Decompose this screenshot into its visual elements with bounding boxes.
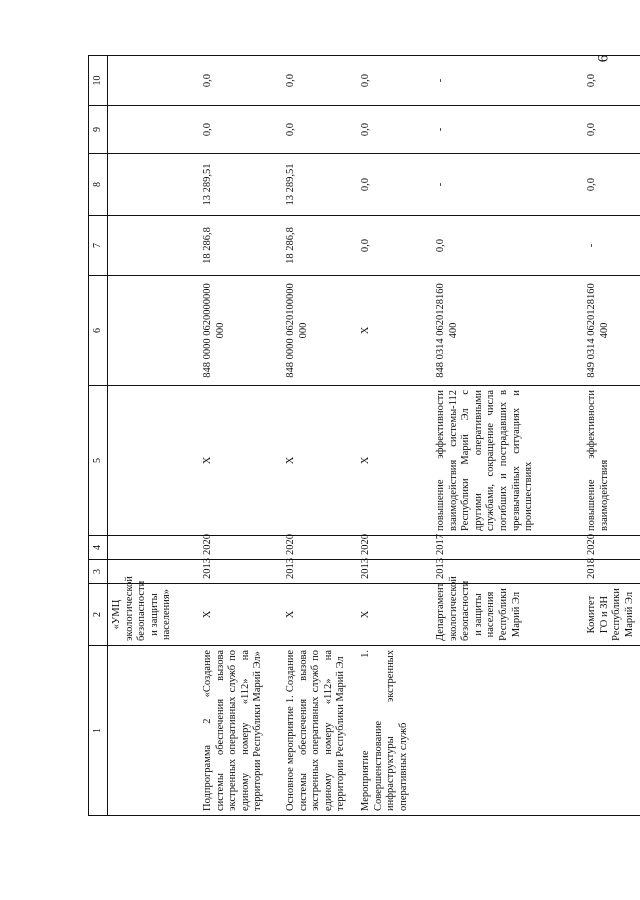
header-col-8: 8 bbox=[89, 154, 108, 216]
cell-start-year: 2018 bbox=[578, 560, 640, 584]
cell-start-year: 2013 bbox=[194, 560, 277, 584]
cell-executor: Департамент экологической безопасности и защиты населения Республики Марий Эл bbox=[427, 584, 578, 646]
table-row bbox=[194, 56, 277, 816]
cell-val-9: 0,0 bbox=[578, 106, 640, 154]
cell-val-9 bbox=[108, 106, 195, 154]
cell-val-8: - bbox=[427, 154, 578, 216]
cell-executor: Комитет ГО и ЗН Республики Марий Эл bbox=[578, 584, 640, 646]
budget-table bbox=[88, 55, 640, 816]
cell-code: 848 0314 0620128160 400 bbox=[427, 276, 578, 386]
cell-name: Подпрограмма 2 «Создание системы обеспечения вызова экстренных оперативных служб по единому номеру «112» на территории Республики Марий Эл» bbox=[194, 646, 277, 816]
cell-executor: X bbox=[277, 584, 352, 646]
cell-result: X bbox=[352, 386, 427, 536]
cell-val-10: - bbox=[427, 56, 578, 106]
header-col-10: 10 bbox=[89, 56, 108, 106]
header-col-4: 4 bbox=[89, 536, 108, 560]
cell-code: 849 0314 0620128160 400 bbox=[578, 276, 640, 386]
cell-val-10: 0,0 bbox=[352, 56, 427, 106]
cell-end-year: 2020 bbox=[578, 536, 640, 560]
cell-code: 848 0000 0620000000 000 bbox=[194, 276, 277, 386]
cell-val-10 bbox=[108, 56, 195, 106]
cell-val-7: 0,0 bbox=[427, 216, 578, 276]
cell-val-7: 18 286,8 bbox=[277, 216, 352, 276]
header-col-1: 1 bbox=[89, 646, 108, 816]
cell-start-year: 2013 bbox=[352, 560, 427, 584]
header-col-9: 9 bbox=[89, 106, 108, 154]
cell-end-year bbox=[108, 536, 195, 560]
cell-val-9: 0,0 bbox=[352, 106, 427, 154]
cell-val-8: 13 289,51 bbox=[194, 154, 277, 216]
cell-result bbox=[108, 386, 195, 536]
cell-name: Основное мероприятие 1. Создание системы обеспечения вызова экстренных оперативных служб по единому номеру «112» на территории Республики Марий Эл bbox=[277, 646, 352, 816]
document-page bbox=[88, 56, 635, 816]
header-col-5: 5 bbox=[89, 386, 108, 536]
header-col-7: 7 bbox=[89, 216, 108, 276]
cell-end-year: 2020 bbox=[352, 536, 427, 560]
cell-start-year bbox=[108, 560, 195, 584]
cell-val-9: 0,0 bbox=[277, 106, 352, 154]
header-row bbox=[89, 56, 108, 816]
cell-result: X bbox=[277, 386, 352, 536]
cell-result: повышение эффективности взаимодействия bbox=[578, 386, 640, 536]
cell-val-8: 0,0 bbox=[578, 154, 640, 216]
cell-val-7: 18 286,8 bbox=[194, 216, 277, 276]
cell-code: 848 0000 0620100000 000 bbox=[277, 276, 352, 386]
cell-result: повышение эффективности взаимодействия системы-112 Республики Марий Эл с другими оперативными службами, сокращение числа погибших и пострадавших в чрезвычайных ситуациях и происшествиях bbox=[427, 386, 578, 536]
cell-start-year: 2013 bbox=[427, 560, 578, 584]
table-row bbox=[427, 56, 578, 816]
cell-val-8 bbox=[108, 154, 195, 216]
cell-name bbox=[108, 646, 195, 816]
cell-name: Мероприятие 1. Совершенствование инфраструктуры экстренных оперативных служб bbox=[352, 646, 427, 816]
table-row bbox=[352, 56, 427, 816]
cell-val-7 bbox=[108, 216, 195, 276]
cell-val-10: 0,0 bbox=[194, 56, 277, 106]
cell-name bbox=[578, 646, 640, 816]
cell-val-8: 0,0 bbox=[352, 154, 427, 216]
cell-val-10: 0,0 bbox=[277, 56, 352, 106]
table-row bbox=[578, 56, 640, 816]
cell-name bbox=[427, 646, 578, 816]
header-col-6: 6 bbox=[89, 276, 108, 386]
rotated-table-container bbox=[88, 56, 635, 816]
table-row bbox=[277, 56, 352, 816]
page-number: 6 bbox=[595, 54, 612, 63]
cell-code: X bbox=[352, 276, 427, 386]
table-row bbox=[108, 56, 195, 816]
cell-val-9: - bbox=[427, 106, 578, 154]
cell-code bbox=[108, 276, 195, 386]
cell-end-year: 2020 bbox=[194, 536, 277, 560]
header-col-2: 2 bbox=[89, 584, 108, 646]
cell-start-year: 2013 bbox=[277, 560, 352, 584]
cell-executor: X bbox=[352, 584, 427, 646]
cell-executor: «УМЦ экологической безопасности и защиты населения» bbox=[108, 584, 195, 646]
cell-val-9: 0,0 bbox=[194, 106, 277, 154]
cell-end-year: 2020 bbox=[277, 536, 352, 560]
cell-val-7: 0,0 bbox=[352, 216, 427, 276]
cell-result: X bbox=[194, 386, 277, 536]
cell-val-7: - bbox=[578, 216, 640, 276]
cell-end-year: 2017 bbox=[427, 536, 578, 560]
cell-val-8: 13 289,51 bbox=[277, 154, 352, 216]
cell-executor: X bbox=[194, 584, 277, 646]
cell-val-10: 0,0 bbox=[578, 56, 640, 106]
header-col-3: 3 bbox=[89, 560, 108, 584]
